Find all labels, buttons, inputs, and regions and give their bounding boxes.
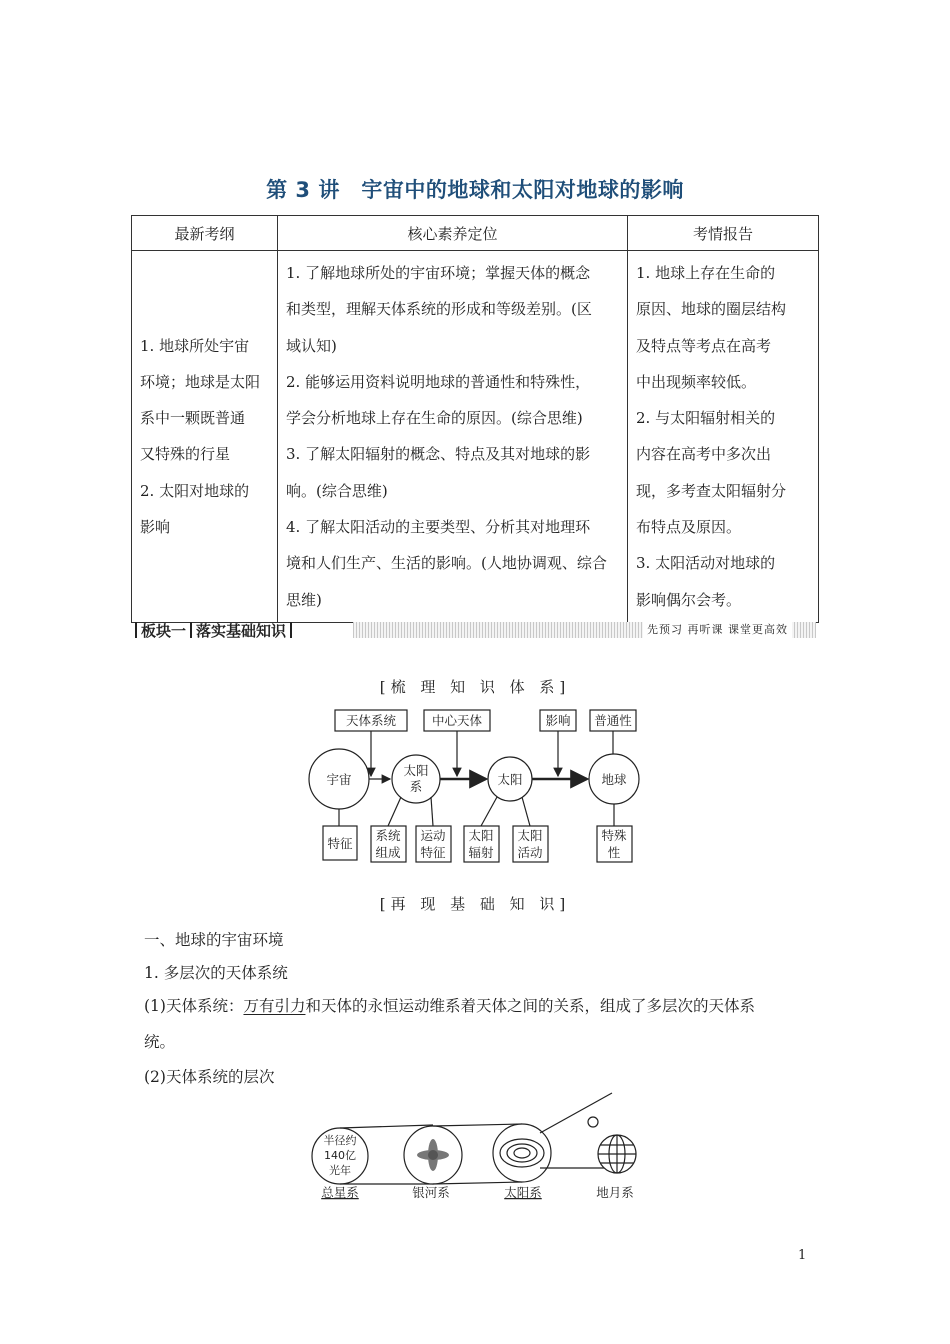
cell-line: 4. 了解太阳活动的主要类型、分析其对地理环: [286, 518, 591, 537]
table-header: 最新考纲: [132, 216, 278, 251]
bottom-label: 太阳: [517, 828, 543, 843]
syllabus-table: [131, 215, 819, 623]
cell-line: 境和人们生产、生活的影响。(人地协调观、综合: [286, 554, 607, 573]
top-label: 天体系统: [345, 713, 397, 728]
system-label: 地月系: [596, 1185, 634, 1200]
radius-label: 半径约: [323, 1134, 357, 1147]
cell-line: 学会分析地球上存在生命的原因。(综合思维): [286, 409, 583, 428]
paragraph-text: 和天体的永恒运动维系着天体之间的关系，组成了多层次的天体系: [305, 997, 755, 1015]
cell-line: 2. 与太阳辐射相关的: [636, 409, 776, 428]
cell-line: 系中一颗既普通: [140, 409, 246, 428]
cell-line: 及特点等考点在高考: [636, 336, 772, 355]
circle-label: 系: [409, 779, 423, 794]
knowledge-system-diagram: [0, 706, 950, 876]
paragraph: [144, 994, 755, 1016]
celestial-hierarchy-diagram: [0, 1090, 950, 1210]
cell-line: 3. 了解太阳辐射的概念、特点及其对地球的影: [286, 445, 591, 464]
table-header: 考情报告: [628, 216, 819, 251]
cell-line: 又特殊的行星: [140, 445, 231, 464]
cell-line: 布特点及原因。: [636, 518, 742, 537]
bottom-label: 特征: [327, 836, 353, 851]
table-header: 核心素养定位: [278, 216, 628, 251]
cell-line: 影响: [140, 518, 171, 537]
circle-label: 宇宙: [326, 772, 352, 787]
radius-label: 140亿: [324, 1149, 356, 1162]
core-literacy-cell: [278, 251, 628, 623]
cell-line: 原因、地球的圈层结构: [636, 300, 787, 319]
banner-divider: [135, 622, 137, 638]
banner-block: 板块一: [141, 621, 187, 640]
moon-icon: [588, 1117, 598, 1127]
bottom-label: 特征: [420, 845, 446, 860]
bottom-label: 系统: [375, 828, 401, 843]
solar-system-icon: [493, 1124, 551, 1182]
cell-line: 域认知): [286, 336, 337, 355]
circle-label: 太阳: [403, 763, 429, 778]
cell-line: 3. 太阳活动对地球的: [636, 554, 776, 573]
cell-line: 现，多考查太阳辐射分: [636, 481, 787, 500]
circle-label: 太阳: [497, 772, 523, 787]
circle-label: 地球: [601, 772, 627, 787]
banner-slogan: 先预习 再听课 课堂更高效: [643, 622, 792, 638]
syllabus-cell: [132, 251, 278, 623]
key-term: 万有引力: [243, 997, 306, 1015]
cell-line: 和类型，理解天体系统的形成和等级差别。(区: [286, 300, 592, 319]
bottom-label: 太阳: [468, 828, 494, 843]
heading-1: 一、地球的宇宙环境: [144, 931, 284, 949]
top-label: 普通性: [594, 713, 632, 728]
cell-line: 响。(综合思维): [286, 481, 388, 500]
cell-line: 2. 能够运用资料说明地球的普通性和特殊性，: [286, 372, 591, 391]
banner-name: 落实基础知识: [196, 621, 287, 640]
heading-2: 1. 多层次的天体系统: [144, 964, 288, 982]
cell-line: 中出现频率较低。: [636, 372, 757, 391]
exam-report-cell: [628, 251, 819, 623]
top-label: 中心天体: [431, 713, 483, 728]
bottom-label: 运动: [420, 828, 446, 843]
paragraph-cont: 统。: [144, 1033, 176, 1051]
system-label: 太阳系: [504, 1185, 542, 1200]
cell-line: 1. 地球所处宇宙: [140, 336, 250, 355]
cell-line: 影响偶尔会考。: [636, 590, 742, 609]
paragraph-lead: (1)天体系统：: [144, 997, 244, 1015]
table-row: [132, 251, 819, 623]
banner-divider: [290, 622, 292, 638]
section-banner: [131, 620, 816, 640]
radius-label: 光年: [329, 1164, 351, 1177]
bottom-label: 活动: [517, 845, 543, 860]
page-number: 1: [798, 1248, 807, 1263]
cell-line: 2. 太阳对地球的: [140, 481, 250, 500]
paragraph: (2)天体系统的层次: [144, 1068, 275, 1086]
cell-line: 内容在高考中多次出: [636, 445, 772, 464]
bottom-label: 组成: [375, 845, 401, 860]
section-subtitle: [梳 理 知 识 体 系]: [379, 678, 571, 696]
banner-divider: [190, 622, 192, 638]
top-label: 影响: [545, 713, 571, 728]
system-label: 银河系: [412, 1185, 450, 1200]
system-label: 总星系: [321, 1185, 359, 1200]
cell-line: 环境；地球是太阳: [140, 372, 261, 391]
cell-line: 1. 地球上存在生命的: [636, 264, 776, 282]
cell-line: 1. 了解地球所处的宇宙环境；掌握天体的概念: [286, 264, 591, 282]
table-header-row: [132, 216, 819, 251]
cell-line: 思维): [286, 590, 322, 609]
banner-title: [131, 620, 296, 640]
bottom-label: 辐射: [468, 845, 494, 860]
bottom-label: 性: [607, 845, 621, 860]
section-subtitle: [再 现 基 础 知 识]: [379, 895, 571, 913]
page-title: 第 3 讲 宇宙中的地球和太阳对地球的影响: [266, 178, 684, 202]
bottom-label: 特殊: [601, 828, 627, 843]
